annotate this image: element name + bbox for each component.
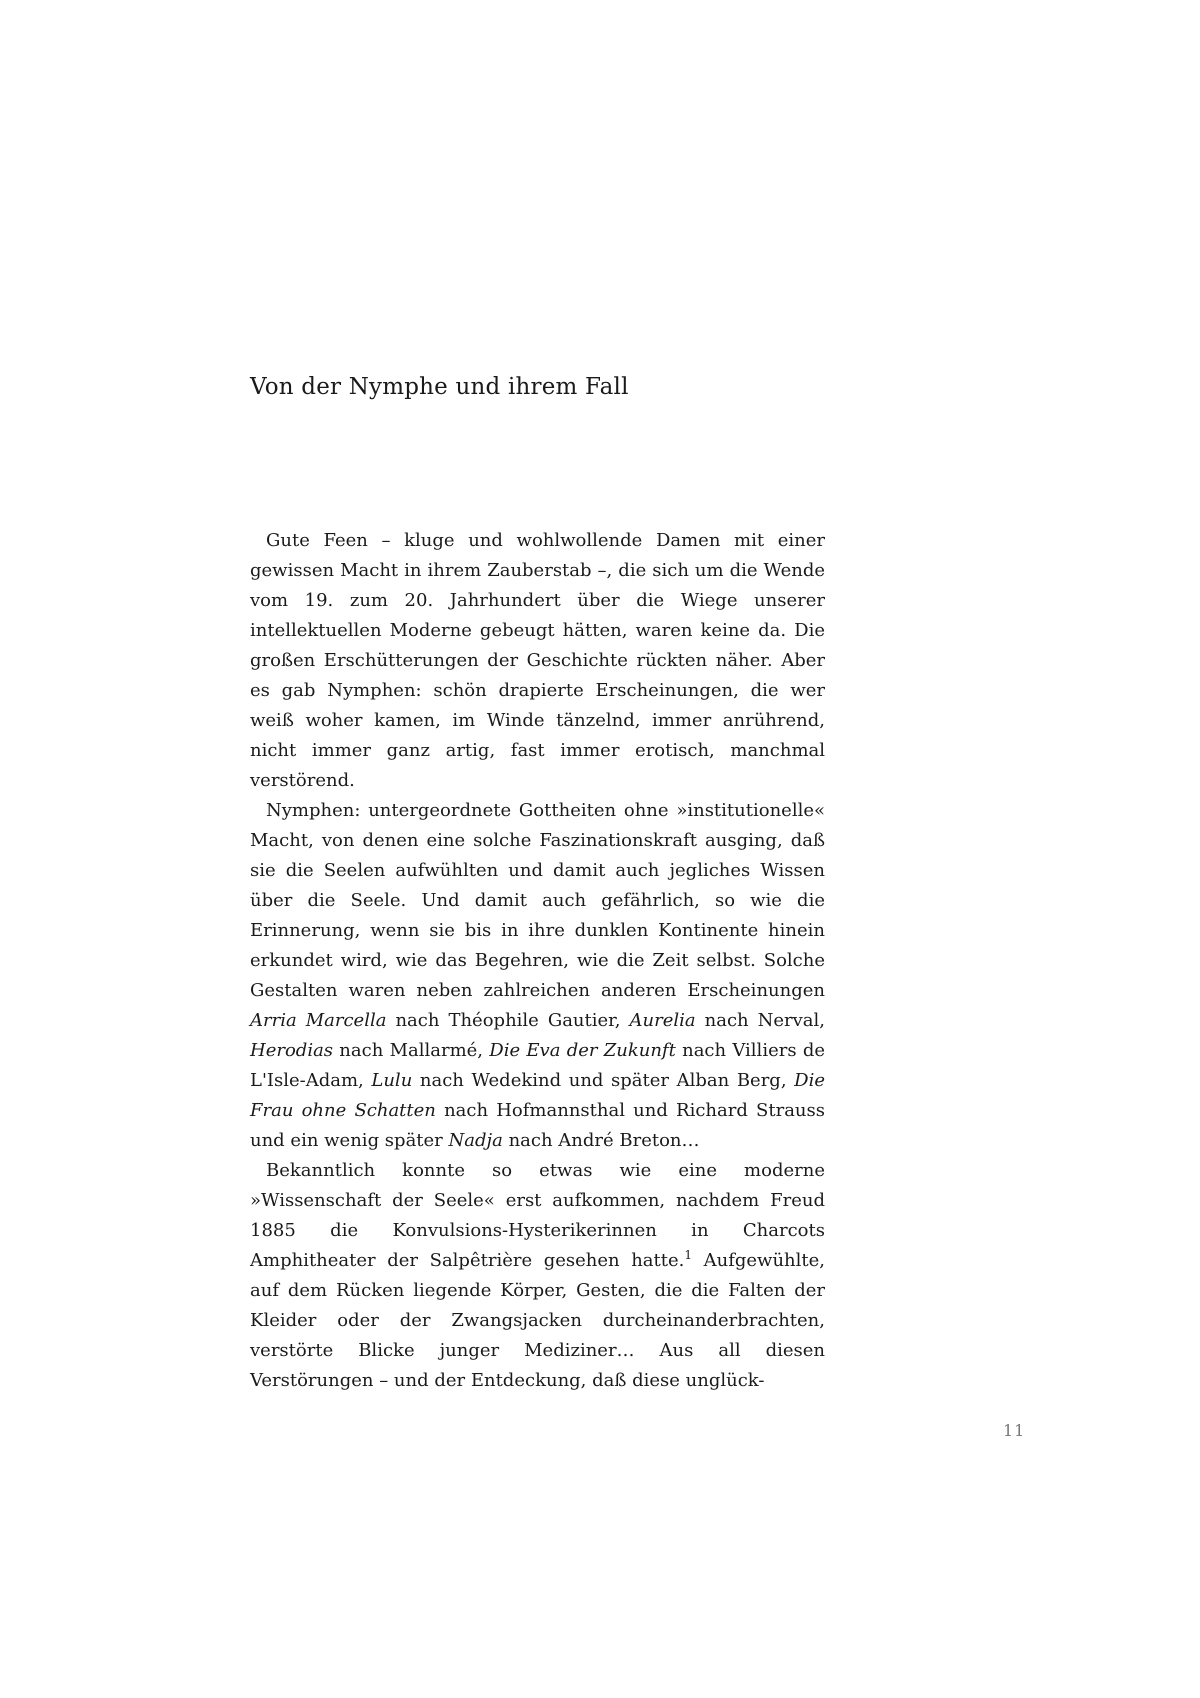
paragraph-text: Nymphen: untergeordnete Gottheiten ohne »institutionelle« Macht, von denen eine solche Faszinationskraft ausging, daß sie die Seelen aufwühlten und damit auch jegliches Wissen über die Seele. Und damit auch gefährlich, so wie die Erinnerung, wenn sie bis in ihre dunklen Kontinente hinein erkundet wird, wie das Begehren, wie die Zeit selbst. Solche Gestalten waren neben zahlreichen anderen Erscheinungen	[250, 800, 825, 1001]
paragraph-text: Aufgewühlte, auf dem Rücken liegende Körper, Gesten, die die Falten der Kleider oder der Zwangsjacken durcheinanderbrachten, verstörte Blicke junger Mediziner… Aus all diesen Verstörungen – und der Entdeckung, daß diese unglück-	[250, 1250, 825, 1391]
paragraph-3	[250, 1156, 825, 1396]
chapter-title: Von der Nymphe und ihrem Fall	[250, 374, 629, 400]
paragraph-text: nach Mallarmé,	[333, 1040, 490, 1061]
work-title: Arria Marcella	[250, 1010, 387, 1031]
work-title: Die Frau ohne Schatten	[250, 1070, 825, 1121]
work-title: Aurelia	[629, 1010, 696, 1031]
body-text	[250, 526, 825, 1396]
paragraph-text: nach Villiers de L'Isle-Adam,	[250, 1040, 826, 1091]
paragraph-text: nach Nerval,	[695, 1010, 826, 1031]
work-title: Die Eva der Zukunft	[489, 1040, 676, 1061]
page-number: 11	[1003, 1421, 1026, 1440]
paragraph-text: nach André Breton…	[502, 1130, 700, 1151]
paragraph-text: Gute Feen – kluge und wohlwollende Damen mit einer gewissen Macht in ihrem Zauberstab –, die sich um die Wende vom 19. zum 20. Jahrhundert über die Wiege unserer intellektuellen Moderne gebeugt hätten, waren keine da. Die großen Erschütterungen der Geschichte rückten näher. Aber es gab Nymphen: schön drapierte Erscheinungen, die wer weiß woher kamen, im Winde tänzelnd, immer anrührend, nicht immer ganz artig, fast immer erotisch, manchmal verstörend.	[250, 530, 825, 791]
paragraph-2	[250, 796, 825, 1156]
work-title: Lulu	[371, 1070, 413, 1091]
footnote-marker[interactable]: 1	[684, 1248, 693, 1262]
work-title: Herodias	[250, 1040, 334, 1061]
work-title: Nadja	[448, 1130, 503, 1151]
paragraph-text: nach Théophile Gautier,	[386, 1010, 630, 1031]
paragraph-text: Bekanntlich konnte so etwas wie eine moderne »Wissenschaft der Seele« erst aufkommen, nachdem Freud 1885 die Konvulsions-Hysterikerinnen in Charcots Amphitheater der Salpêtrière gesehen hatte.	[250, 1160, 825, 1271]
paragraph-text: nach Wedekind und später Alban Berg,	[412, 1070, 795, 1091]
paragraph-1	[250, 526, 825, 796]
paragraph-text: nach Hofmannsthal und Richard Strauss und ein wenig später	[250, 1100, 826, 1151]
